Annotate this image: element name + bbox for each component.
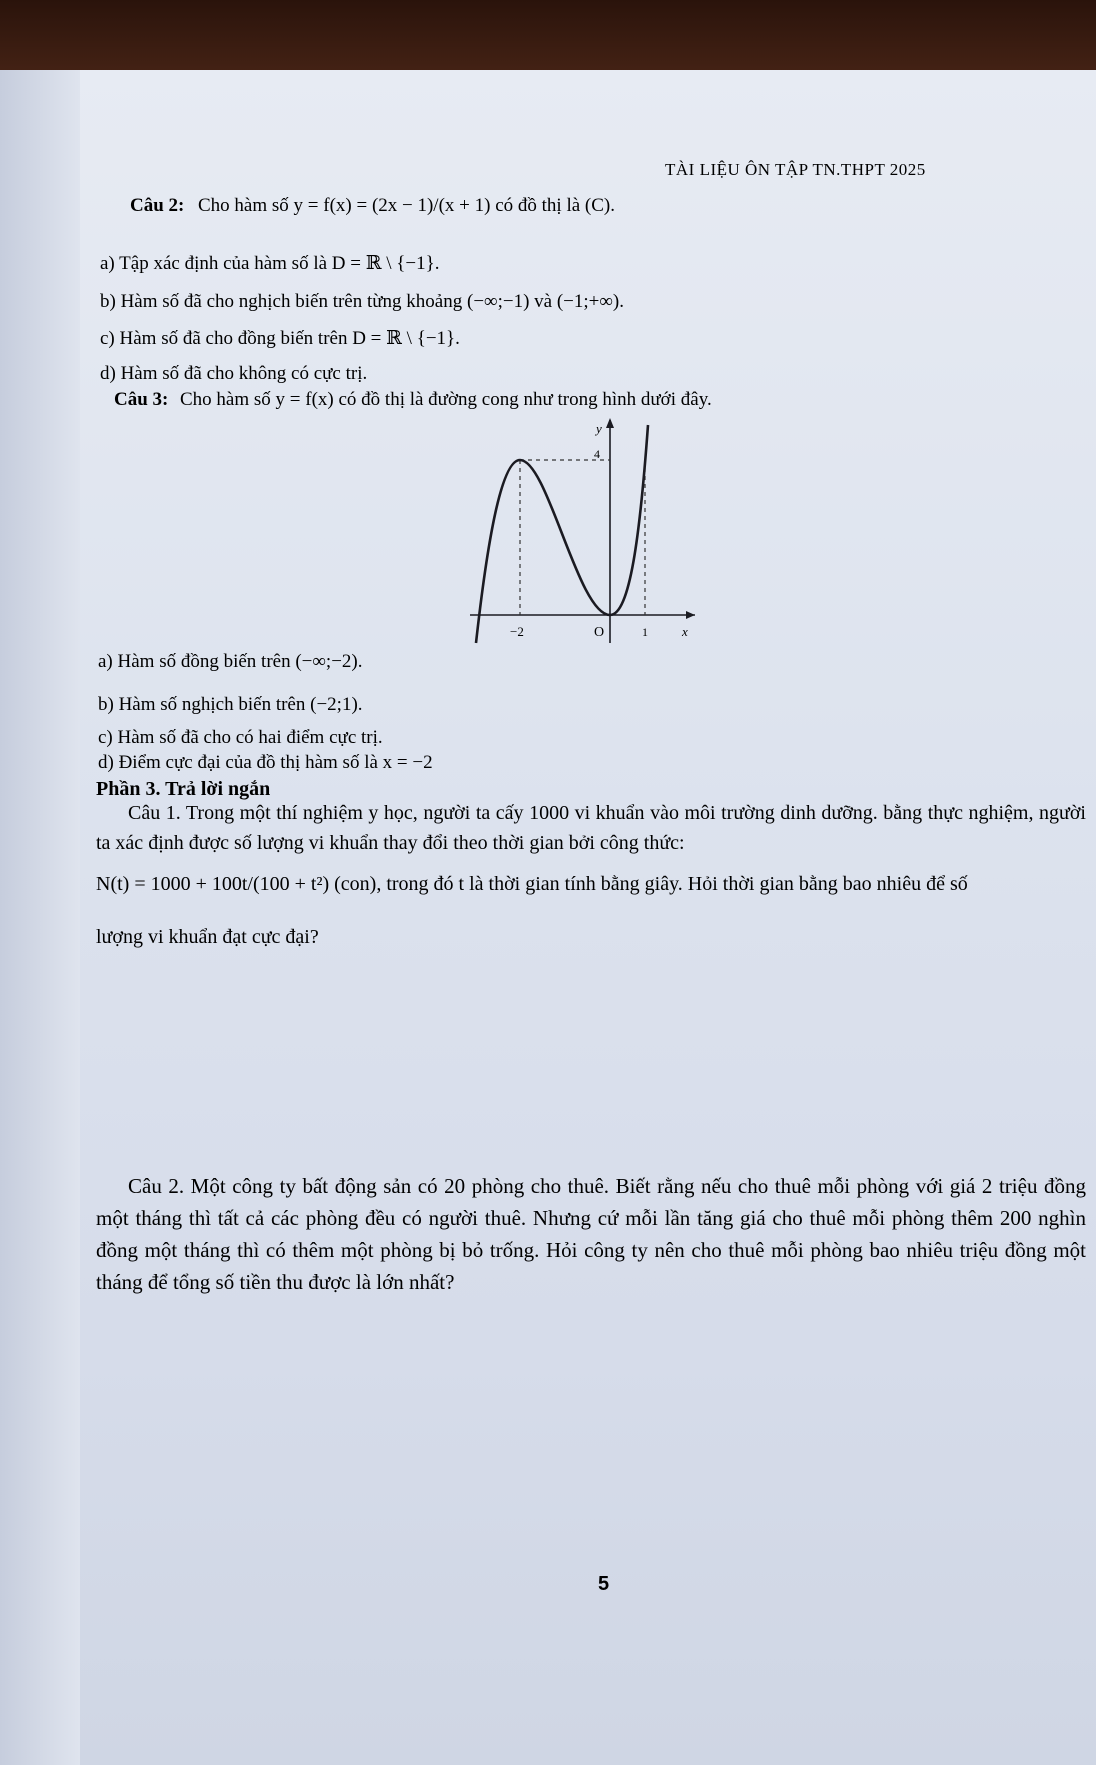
function-graph	[470, 415, 700, 645]
part3-q1-end: lượng vi khuẩn đạt cực đại?	[96, 926, 319, 948]
origin-label: O	[594, 625, 605, 640]
x-tick-minus2: −2	[510, 624, 524, 639]
q3-stem: Cho hàm số y = f(x) có đồ thị là đường cong như trong hình dưới đây.	[180, 389, 712, 410]
q2-title: Câu 2:	[130, 195, 185, 216]
page-curl-shadow	[0, 70, 80, 1765]
cubic-curve	[476, 425, 648, 643]
q3-option-d: d) Điểm cực đại của đồ thị hàm số là x = −2	[98, 752, 433, 773]
x-axis-arrow	[686, 611, 695, 619]
q2-option-d: d) Hàm số đã cho không có cực trị.	[100, 363, 368, 384]
q2-option-a: a) Tập xác định của hàm số là D = ℝ \ {−1}.	[100, 253, 440, 274]
y-axis-arrow	[606, 418, 614, 428]
document-page	[0, 70, 1096, 1765]
page-header: TÀI LIỆU ÔN TẬP TN.THPT 2025	[665, 160, 926, 179]
part3-q1-text: Câu 1. Trong một thí nghiệm y học, người ta cấy 1000 vi khuẩn vào môi trường dinh dưỡng. bằng thực nghiệm, người ta xác định được số lượng vi khuẩn thay đổi theo thời gian bởi công thức:	[96, 802, 1086, 854]
q3-option-a: a) Hàm số đồng biến trên (−∞;−2).	[98, 651, 363, 672]
page-number: 5	[598, 1573, 610, 1595]
q3-option-b: b) Hàm số nghịch biến trên (−2;1).	[98, 694, 363, 715]
part3-q1-formula: N(t) = 1000 + 100t/(100 + t²) (con), trong đó t là thời gian tính bằng giây. Hỏi thời gian bằng bao nhiêu để số	[96, 873, 968, 895]
y-tick-4: 4	[594, 447, 600, 461]
q2-option-c: c) Hàm số đã cho đồng biến trên D = ℝ \ {−1}.	[100, 328, 460, 349]
x-axis-label: x	[682, 624, 688, 639]
q3-title: Câu 3:	[114, 389, 169, 410]
part3-q2-text: Câu 2. Một công ty bất động sản có 20 phòng cho thuê. Biết rằng nếu cho thuê mỗi phòng với giá 2 triệu đồng một tháng thì tất cả các phòng đều có người thuê. Nhưng cứ mỗi lần tăng giá cho thuê mỗi phòng thêm 200 nghìn đồng một tháng thì có thêm một phòng bị bỏ trống. Hỏi công ty nên cho thuê mỗi phòng bao nhiêu triệu đồng một tháng để tổng số tiền thu được là lớn nhất?	[96, 1174, 1086, 1294]
x-tick-1: 1	[642, 625, 648, 639]
q2-option-b: b) Hàm số đã cho nghịch biến trên từng khoảng (−∞;−1) và (−1;+∞).	[100, 291, 624, 312]
q3-option-c: c) Hàm số đã cho có hai điểm cực trị.	[98, 727, 383, 748]
q2-stem: Cho hàm số y = f(x) = (2x − 1)/(x + 1) có đồ thị là (C).	[198, 195, 615, 216]
y-axis-label: y	[596, 421, 602, 436]
part3-title: Phần 3. Trả lời ngắn	[96, 778, 271, 800]
